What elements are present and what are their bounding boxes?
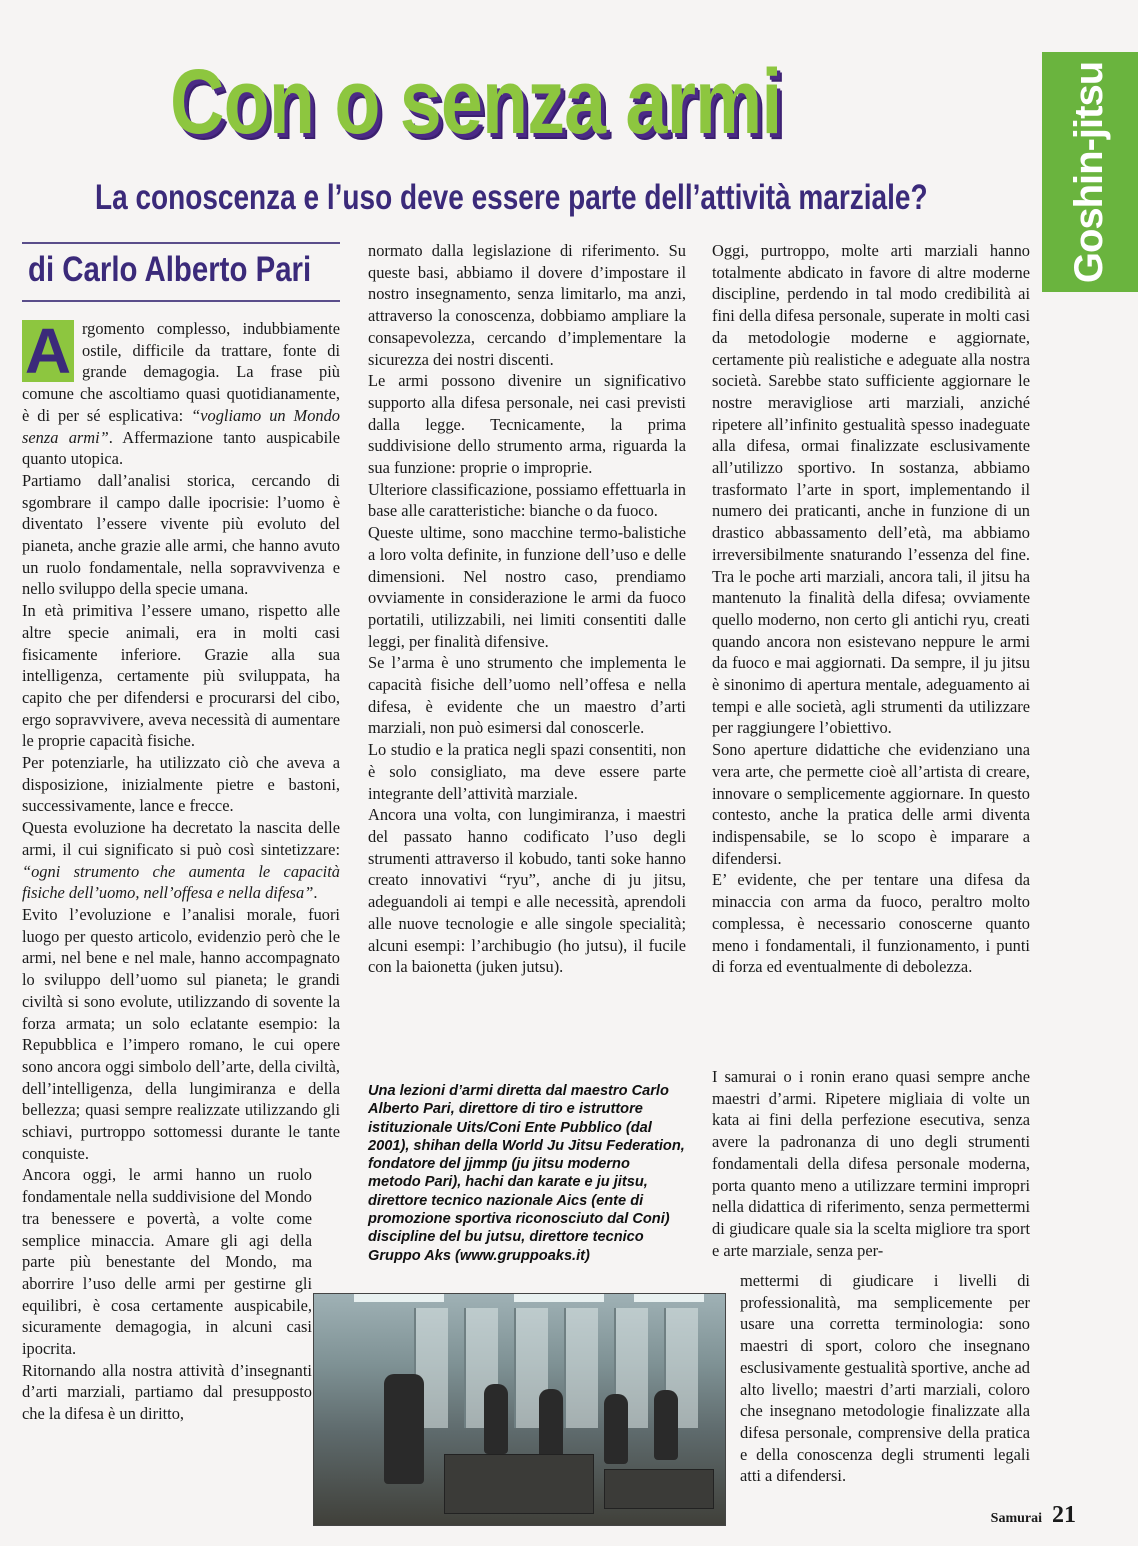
text-run: Questa evoluzione ha decretato la nascita delle armi, il cui significato si può così sintetizzare: (22, 818, 340, 859)
article-title: Con o senza armi (170, 51, 782, 153)
paragraph: Queste ultime, sono macchine termo-balistiche a loro volta definite, in funzione dell’uso e delle dimensioni. Nel nostro caso, prendiamo ovviamente in considerazione le armi da fuoco portatili, utilizzabili, nei limiti consentiti dalle leggi, per finalità difensive. (368, 523, 686, 651)
paragraph: Partiamo dall’analisi storica, cercando di sgombrare il campo dalle ipocrisie: l’uomo è diventato l’essere vivente più evoluto del pianeta, anche grazie alle armi, che hanno avuto un ruolo fondamentale, nella sopravvivenza e nello sviluppo della specie umana. (22, 470, 340, 599)
author-rule-bottom (22, 300, 340, 302)
ceiling-light (634, 1294, 704, 1302)
floor-mat (444, 1454, 594, 1514)
section-tab-label: Goshin-jitsu (1067, 61, 1112, 283)
text-column-2 (368, 240, 686, 978)
paragraph: Per potenziarle, ha utilizzato ciò che aveva a disposizione, inizialmente pietre e bastoni, successivamente, lance e frecce. (22, 753, 340, 816)
page-number: 21 (1052, 1502, 1076, 1528)
text-run: . Affermazione tanto auspicabile quanto utopica. (22, 427, 340, 469)
paragraph: In età primitiva l’essere umano, rispetto alle altre specie animali, era in molti casi fisicamente inferiore. Grazie alla sua intelligenza, certamente più sviluppata, ha capito che per difendersi e procurarsi del cibo, ergo sopravvivere, aveva necessità di aumentare le proprie capacità fisiche. (22, 601, 340, 751)
text-column-1 (22, 315, 340, 1425)
shooting-range-photo (313, 1293, 726, 1526)
paragraph: mettermi di giudicare i livelli di professionalità, ma semplicemente per usare una corretta terminologia: sono maestri di sport, coloro che insegnano esclusivamente gestualità sportive, anche ad alto livello; maestri d’arti marziali, coloro che insegnano metodologie finalizzate alla difesa personale, comprensive della pratica e della conoscenza degli strumenti legali atti a difendersi. (740, 1271, 1030, 1486)
text-column-3-continued (712, 1066, 1030, 1261)
magazine-name: Samurai (990, 1511, 1042, 1526)
section-tab (1042, 52, 1138, 292)
paragraph: Le armi possono divenire un significativo supporto alla difesa personale, nei casi previsti dalla legge. Tecnicamente, la prima suddivisione dello strumento arma, riguarda la sua funzione: proprie o improprie. (368, 371, 686, 478)
paragraph: Ancora oggi, le armi hanno un ruolo fondamentale nella suddivisione del Mondo tra benessere e povertà, a volte come semplice minaccia. Amare gli agi della parte più benestante del Mondo, ma aborrire l’uso delle armi per gestirne gli equilibri, è cosa certamente auspicabile, sicuramente demagogia, in alcuni casi ipocrita. (22, 1165, 312, 1359)
quote: “vogliamo un Mondo senza armi” (22, 405, 340, 447)
quote: “ogni strumento che aumenta le capacità fisiche dell’uomo, nell’offesa e nella difesa” (22, 861, 340, 903)
text-run: . (313, 883, 318, 903)
text-column-3-indented (740, 1270, 1030, 1487)
person (604, 1394, 628, 1464)
paragraph (22, 817, 340, 904)
paragraph: Se l’arma è uno strumento che implementa le capacità fisiche dell’uomo nell’offesa e nella difesa, è evidente che un maestro d’arti marziali, non può esimersi dal conoscerle. (368, 653, 686, 738)
text-run: rgomento complesso, indubbiamente ostile, difficile da trattare, fonte di grande demagogia. La frase più comune che ascoltiamo quasi quotidianamente, è di per sé esplicativa: (22, 319, 340, 425)
ceiling-light (514, 1294, 604, 1302)
paragraph: Ancora una volta, con lungimiranza, i maestri del passato hanno codificato l’uso degli strumenti attraverso il kobudo, tanti soke hanno creato innovativi “ryu”, anche di ju jitsu, adeguandoli ai tempi e alle necessità, aprendoli alle nuove tecnologie e alle singole specialità; alcuni esempi: l’archibugio (ho jutsu), il fucile con la baionetta (juken jutsu). (368, 805, 686, 977)
paragraph: Oggi, purtroppo, molte arti marziali hanno totalmente abdicato in favore di altre moderne discipline, perdendo in tal modo credibilità ai fini della difesa personale, superate in molti casi da metodologie moderne e aggiornate, certamente più realistiche e adeguate alla nostra società. Sarebbe stato sufficiente aggiornare le nostre meravigliose arti marziali, anziché ripetere all’infinito gestualità spesso inadeguate alla difesa, ormai finalizzate esclusivamente all’utilizzo sportivo. In sostanza, abbiamo trasformato l’arte in sport, implementando il numero dei praticanti, anche in funzione di un drastico abbassamento dell’età, ma abbiamo irreversibilmente snaturando l’essenza del fine. Tra le poche arti marziali, ancora tali, il jitsu ha mantenuto la finalità della difesa; ovviamente quello moderno, non certo gli antichi ryu, creati quando ancora non esistevano neppure le armi da fuoco e mai aggiornati. Da sempre, il ju jitsu è sinonimo di apertura mentale, adeguamento ai tempi e alle società, agli strumenti da utilizzare per raggiungere l’obiettivo. (712, 241, 1030, 738)
drop-cap: A (22, 320, 74, 382)
author-rule-top (22, 242, 340, 244)
article-subtitle: La conoscenza e l’uso deve essere parte dell’attività marziale? (95, 178, 928, 217)
photo-caption: Una lezioni d’armi diretta dal maestro Carlo Alberto Pari, direttore di tiro e istruttore istituzionale Uits/Coni Ente Pubblico (dal 2001), shihan della World Ju Jitsu Federation, fondatore del jjmmp (ju jitsu moderno metodo Pari), hachi dan karate e ju jitsu, direttore tecnico nazionale Aics (ente di promozione sportiva riconosciuto dal Coni) discipline del bu jutsu, direttore tecnico Gruppo Aks (www.gruppoaks.it) (368, 1083, 685, 1264)
page-footer (991, 1502, 1076, 1529)
shooting-booth (564, 1308, 598, 1428)
person (654, 1390, 678, 1460)
text-column-3 (712, 240, 1030, 978)
paragraph: normato dalla legislazione di riferimento. Su queste basi, abbiamo il dovere d’impostare il nostro insegnamento, senza limitarlo, ma anzi, attraverso la conoscenza, dobbiamo ampliare la consapevolezza, cercando d’implementare la sicurezza dei nostri discenti. (368, 241, 686, 369)
paragraph: Ritornando alla nostra attività d’insegnanti d’arti marziali, partiamo dal presupposto che la difesa è un diritto, (22, 1360, 312, 1424)
ceiling-light (354, 1294, 444, 1302)
paragraph: Sono aperture didattiche che evidenziano una vera arte, che permette cioè all’artista di creare, innovare o semplicemente aggiornare. In questo contesto, anche la pratica delle armi diventa indispensabile, se lo scopo è imparare a difendersi. (712, 740, 1030, 868)
paragraph: Lo studio e la pratica negli spazi consentiti, non è solo consigliato, ma deve essere parte integrante dell’attività marziale. (368, 740, 686, 803)
paragraph: I samurai o i ronin erano quasi sempre anche maestri d’armi. Ripetere migliaia di volte un kata ai fini della perfezione esecutiva, senza avere la padronanza di uno degli strumenti fondamentali della difesa personale moderna, porta quanto meno a utilizzare termini impropri nella didattica di riferimento, senza permettermi di giudicare quale sia la scelta migliore tra sport e arte marziale, senza per- (712, 1067, 1030, 1260)
person (539, 1389, 563, 1459)
paragraph: E’ evidente, che per tentare una difesa da minaccia con arma da fuoco, peraltro molto complessa, è necessario conoscerne quanto meno i fondamentali, il funzionamento, i punti di forza ed eventualmente di debolezza. (712, 870, 1030, 977)
paragraph: Ulteriore classificazione, possiamo effettuarla in base alle caratteristiche: bianche o da fuoco. (368, 479, 686, 521)
paragraph: Evito l’evoluzione e l’analisi morale, fuori luogo per questo articolo, evidenzio però che le armi, nel bene e nel male, hanno accompagnato lo sviluppo dell’uomo sul pianeta; le grandi civiltà si sono evolute, utilizzando di sovente la forza armata; un solo eclatante esempio: la Repubblica e l’impero romano, le cui opere sono ancora oggi simbolo dell’arte, della civiltà, dell’intelligenza, della lungimiranza e della bellezza; quasi sempre realizzate utilizzando gli schiavi, purtroppo sottomessi durante le tante conquiste. (22, 904, 340, 1163)
person (384, 1374, 424, 1484)
person (484, 1384, 508, 1454)
paragraph (22, 315, 340, 470)
floor-mat (604, 1469, 714, 1509)
author-byline: di Carlo Alberto Pari (28, 250, 312, 289)
